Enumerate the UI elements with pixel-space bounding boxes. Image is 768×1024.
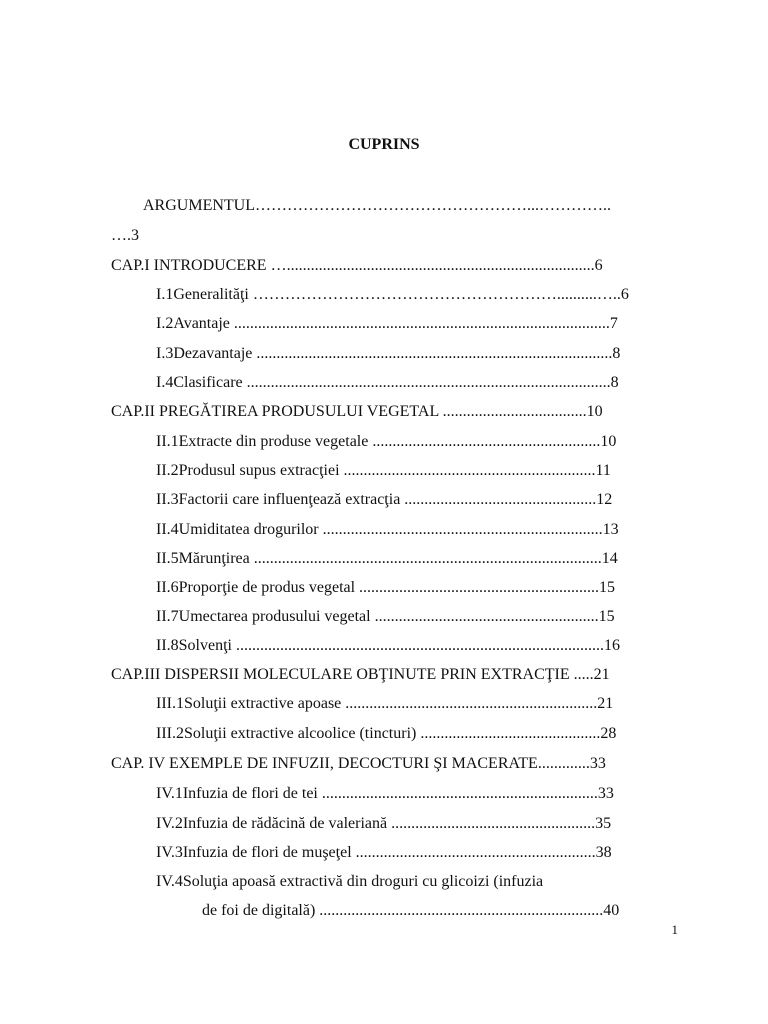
toc-section-2-3: II.3Factorii care influenţează extracţia ................................................12 [156,491,613,508]
toc-section-1-3: I.3Dezavantaje .........................................................................................8 [156,345,621,362]
toc-section-2-6: II.6Proporţie de produs vegetal ............................................................15 [156,579,616,596]
toc-section-2-8: II.8Solvenţi ............................................................................................16 [156,637,620,654]
toc-section-4-2: IV.2Infuzia de rădăcină de valeriană ...................................................35 [156,815,612,832]
toc-chapter-1: CAP.I INTRODUCERE ….............................................................................6 [111,257,603,274]
toc-chapter-2: CAP.II PREGĂTIREA PRODUSULUI VEGETAL ....................................10 [111,403,603,420]
toc-section-2-4: II.4Umiditatea drogurilor ......................................................................13 [156,521,619,538]
toc-section-4-1: IV.1Infuzia de flori de tei .....................................................................33 [156,785,614,802]
toc-title: CUPRINS [348,136,420,153]
toc-section-1-1: I.1Generalităţi …………………………………………………..........…..6 [156,286,629,303]
toc-entry-argument-page: ….3 [111,227,139,244]
toc-entry-argument: ARGUMENTUL……………………………………………...………….. [143,197,611,214]
toc-section-1-4: I.4Clasificare ...........................................................................................8 [156,374,619,391]
toc-chapter-4: CAP. IV EXEMPLE DE INFUZII, DECOCTURI ŞI MACERATE.............33 [111,755,606,772]
toc-section-2-7: II.7Umectarea produsului vegetal ........................................................15 [156,608,615,625]
page-number: 1 [671,922,678,937]
toc-section-4-3: IV.3Infuzia de flori de muşeţel ............................................................38 [156,844,612,861]
toc-section-4-4-cont: de foi de digitală) .......................................................................40 [202,902,620,919]
toc-section-4-4: IV.4Soluţia apoasă extractivă din droguri cu glicoizi (infuzia [156,873,544,890]
toc-section-2-2: II.2Produsul supus extracţiei ...............................................................11 [156,462,611,479]
toc-section-2-1: II.1Extracte din produse vegetale .........................................................10 [156,433,617,450]
toc-chapter-3: CAP.III DISPERSII MOLECULARE OBŢINUTE PRIN EXTRACŢIE .....21 [111,666,610,683]
toc-section-1-2: I.2Avantaje ..............................................................................................7 [156,315,618,332]
toc-section-3-2: III.2Soluţii extractive alcoolice (tincturi) .............................................28 [156,725,617,742]
toc-section-3-1: III.1Soluţii extractive apoase ...............................................................21 [156,695,614,712]
toc-section-2-5: II.5Mărunţirea .......................................................................................14 [156,550,618,567]
